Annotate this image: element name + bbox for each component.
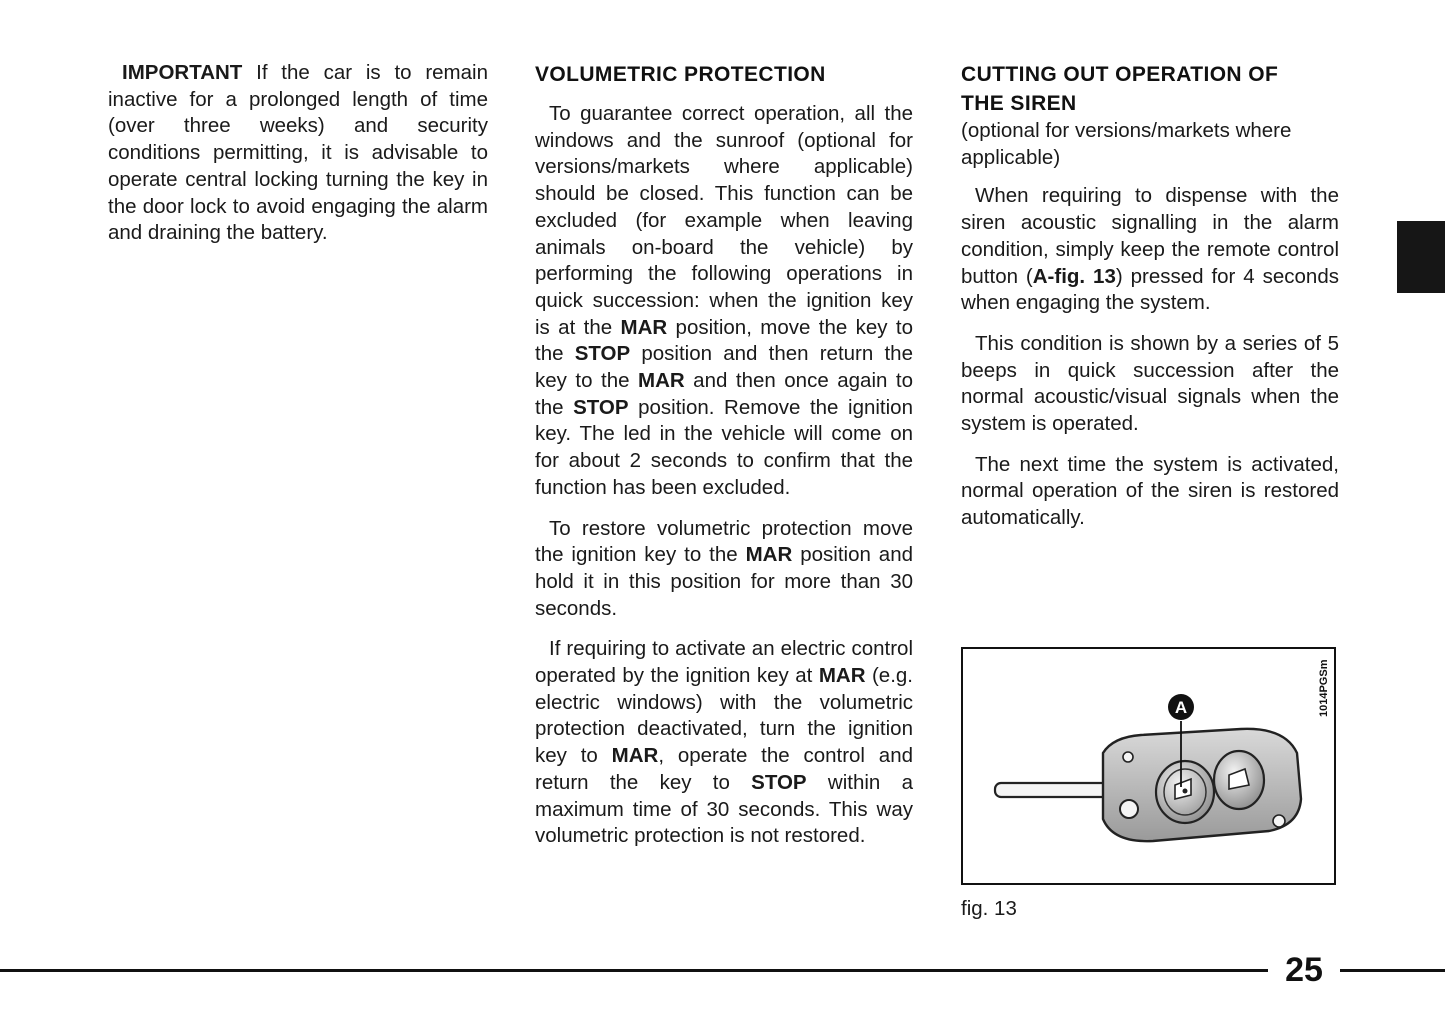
volumetric-paragraph-2 <box>535 516 913 623</box>
text-span: , operate the control and return the key to <box>535 744 913 794</box>
text-span: and then once again to the <box>535 369 913 419</box>
callout-label-a: A <box>1174 698 1188 717</box>
siren-paragraph-3: The next time the system is activated, normal operation of the siren is restored automatically. <box>961 452 1339 530</box>
key-blade <box>995 783 1113 797</box>
stop-term: STOP <box>574 342 631 366</box>
text-span: position and then return the key to the <box>535 342 913 393</box>
figure-reference: A-fig. 13 <box>1032 264 1116 288</box>
figure-caption: fig. 13 <box>961 897 1017 920</box>
stop-term: STOP <box>751 770 807 794</box>
mar-term: MAR <box>611 744 659 768</box>
figure-13-frame <box>961 647 1336 885</box>
volumetric-paragraph-1 <box>535 101 913 502</box>
key-top-hole <box>1123 752 1133 762</box>
mar-term: MAR <box>620 315 668 339</box>
figure-code-text: 1014PGSm <box>1318 659 1330 717</box>
stop-term: STOP <box>573 395 629 419</box>
siren-paragraph-1 <box>961 183 1339 317</box>
footer-rule-left <box>0 969 1268 972</box>
mar-term: MAR <box>638 369 685 393</box>
important-label: IMPORTANT <box>122 61 243 84</box>
page-number: 25 <box>1285 951 1323 989</box>
key-ring-hole <box>1120 800 1138 818</box>
section-thumb-tab <box>1397 221 1445 293</box>
volumetric-paragraph-3 <box>535 636 913 850</box>
lock-button-a <box>1156 761 1214 823</box>
volumetric-heading: VOLUMETRIC PROTECTION <box>535 63 826 86</box>
mar-term: MAR <box>745 543 793 567</box>
text-span: position and hold it in this position for more than 30 seconds. <box>535 543 913 620</box>
siren-heading <box>961 60 1339 118</box>
key-right-hole <box>1273 815 1285 827</box>
text-span: If requiring to activate an electric control operated by the ignition key at <box>535 637 913 688</box>
siren-subnote: (optional for versions/markets where applicable) <box>961 119 1292 169</box>
siren-heading-line-1: CUTTING OUT OPERATION OF <box>961 63 1279 86</box>
siren-heading-line-2: THE SIREN <box>961 92 1077 115</box>
text-span: To guarantee correct operation, all the windows and the sunroof (optional for versions/markets where applicable) should be closed. This function can be excluded (for example when leaving animals on-board the vehicle) by performing the following operations in quick succession: when the ignition key is at the <box>535 102 913 339</box>
text-span: When requiring to dispense with the siren acoustic signalling in the alarm condition, simply keep the remote control button ( <box>961 184 1339 288</box>
column-right <box>961 60 1339 546</box>
text-span: To restore volumetric protection move the ignition key to the <box>535 516 913 567</box>
footer-rule-right <box>1340 969 1445 972</box>
remote-key-illustration <box>963 649 1334 883</box>
text-span: within a maximum time of 30 seconds. This way volumetric protection is not restored. <box>535 770 913 848</box>
text-span: ) pressed for 4 seconds when engaging the system. <box>961 264 1339 315</box>
column-left <box>108 60 488 261</box>
important-text: If the car is to remain inactive for a prolonged length of time (over three weeks) and security conditions permitting, it is advisable to operate central locking turning the key in the door lock to avoid engaging the alarm and draining the battery. <box>108 61 488 245</box>
unlock-button <box>1214 751 1264 809</box>
mar-term: MAR <box>818 664 866 688</box>
important-note <box>108 60 488 247</box>
text-span: (e.g. electric windows) with the volumetric protection deactivated, turn the ignition key to <box>535 664 913 768</box>
text-span: position, move the key to the <box>535 315 913 366</box>
text-span: position. Remove the ignition key. The led in the vehicle will come on for about 2 seconds to confirm that the function has been excluded. <box>535 395 913 499</box>
siren-paragraph-2: This condition is shown by a series of 5 beeps in quick succession after the normal acoustic/visual signals when the system is operated. <box>961 331 1339 436</box>
column-middle <box>535 60 913 864</box>
